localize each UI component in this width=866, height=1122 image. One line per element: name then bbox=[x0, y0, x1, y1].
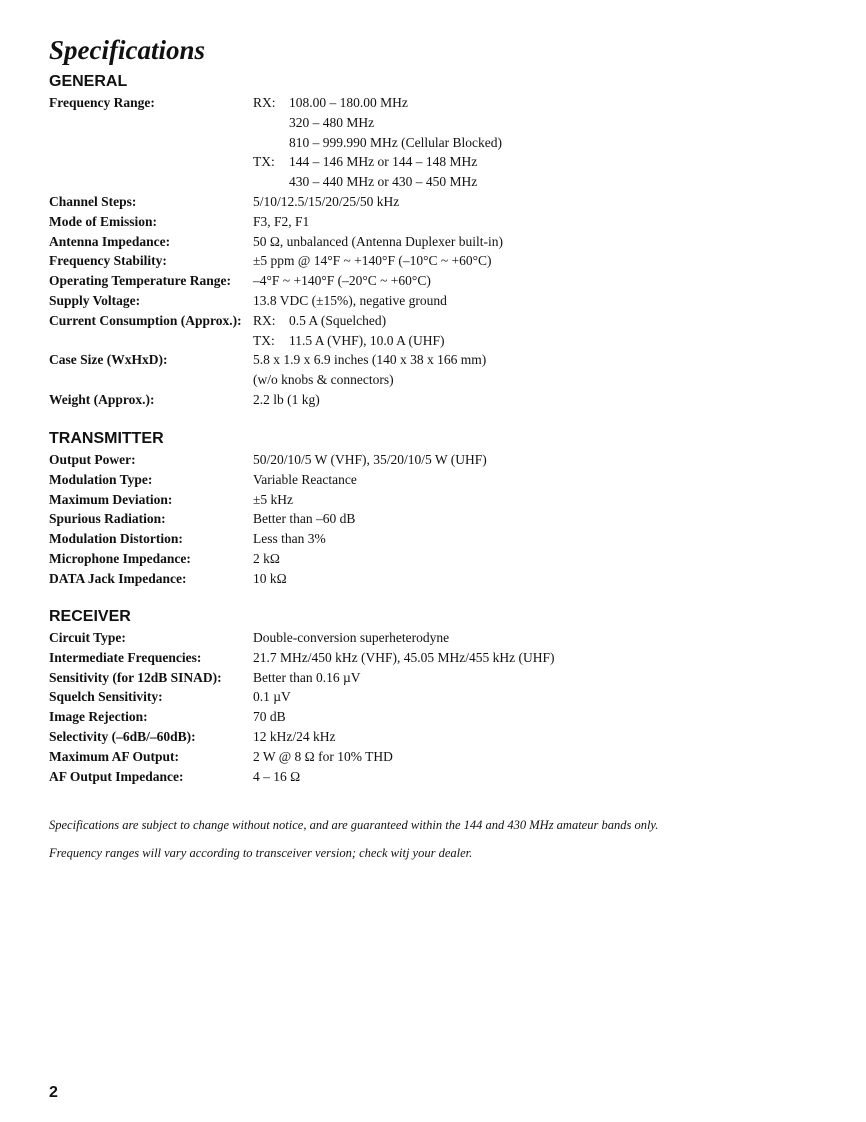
spec-label: Current Consumption (Approx.): bbox=[49, 312, 242, 328]
spec-value bbox=[253, 470, 809, 490]
spec-value-line bbox=[253, 172, 809, 192]
spec-label: Operating Temperature Range: bbox=[49, 273, 231, 289]
spec-row bbox=[49, 470, 809, 490]
spec-label: Intermediate Frequencies: bbox=[49, 649, 202, 665]
spec-value-text: 2 W @ 8 Ω for 10% THD bbox=[253, 748, 393, 764]
spec-value-text: 2 kΩ bbox=[253, 550, 280, 566]
transmitter-section bbox=[49, 429, 809, 589]
spec-row bbox=[49, 707, 809, 727]
spec-value-line bbox=[253, 370, 809, 390]
footnote-frequency-ranges: Frequency ranges will vary according to transceiver version; check witj your dealer. bbox=[49, 846, 473, 860]
spec-label: Squelch Sensitivity: bbox=[49, 689, 163, 705]
spec-row bbox=[49, 509, 809, 529]
spec-value-prefix: RX: bbox=[253, 95, 276, 110]
spec-value-line bbox=[253, 212, 809, 232]
spec-value-prefix: TX: bbox=[253, 332, 275, 348]
spec-value bbox=[253, 212, 809, 232]
spec-value-line bbox=[253, 648, 809, 668]
spec-value-prefix: RX: bbox=[253, 312, 276, 328]
spec-label: Maximum AF Output: bbox=[49, 748, 180, 764]
spec-row bbox=[49, 271, 809, 291]
spec-value-line bbox=[253, 727, 809, 747]
spec-row bbox=[49, 687, 809, 707]
spec-label: Spurious Radiation: bbox=[49, 511, 166, 527]
spec-value-line bbox=[253, 232, 809, 252]
spec-label: Antenna Impedance: bbox=[49, 233, 171, 249]
spec-value-text: ±5 kHz bbox=[253, 491, 294, 507]
section-heading: GENERAL bbox=[49, 73, 128, 90]
spec-label: Weight (Approx.): bbox=[49, 391, 155, 407]
spec-value bbox=[253, 390, 809, 410]
spec-value-text: 12 kHz/24 kHz bbox=[253, 728, 336, 744]
spec-row bbox=[49, 490, 809, 510]
spec-value-text: 21.7 MHz/450 kHz (VHF), 45.05 MHz/455 kHz (UHF) bbox=[253, 649, 555, 665]
spec-value-text: 144 – 146 MHz or 144 – 148 MHz bbox=[289, 154, 478, 170]
spec-label: DATA Jack Impedance: bbox=[49, 570, 187, 586]
spec-value-line bbox=[253, 133, 809, 153]
spec-value-text: 108.00 – 180.00 MHz bbox=[289, 95, 408, 110]
spec-label: Frequency Stability: bbox=[49, 253, 167, 269]
receiver-section bbox=[49, 607, 809, 786]
spec-value-text: 0.5 A (Squelched) bbox=[289, 312, 387, 328]
spec-value-text: 10 kΩ bbox=[253, 570, 287, 586]
spec-value-text: 0.1 µV bbox=[253, 689, 291, 705]
spec-value-text: 13.8 VDC (±15%), negative ground bbox=[253, 292, 447, 308]
page-number: 2 bbox=[49, 1084, 58, 1101]
general-section bbox=[49, 72, 809, 410]
spec-value-line bbox=[253, 390, 809, 410]
spec-value-text: Variable Reactance bbox=[253, 471, 357, 487]
spec-value-line bbox=[253, 490, 809, 510]
spec-value-line bbox=[253, 192, 809, 212]
spec-value-line bbox=[253, 549, 809, 569]
spec-value bbox=[253, 569, 809, 589]
spec-value-line bbox=[253, 251, 809, 271]
spec-value-text: 11.5 A (VHF), 10.0 A (UHF) bbox=[289, 332, 445, 348]
spec-value bbox=[253, 271, 809, 291]
spec-value bbox=[253, 93, 809, 192]
spec-value-text: F3, F2, F1 bbox=[253, 213, 310, 229]
spec-row bbox=[49, 93, 809, 192]
spec-value-line bbox=[253, 291, 809, 311]
spec-row bbox=[49, 628, 809, 648]
spec-value-prefix: TX: bbox=[253, 154, 275, 170]
spec-value-line bbox=[253, 470, 809, 490]
spec-value-text: Better than 0.16 µV bbox=[253, 669, 361, 685]
spec-row bbox=[49, 569, 809, 589]
spec-value-line bbox=[253, 668, 809, 688]
spec-row bbox=[49, 390, 809, 410]
spec-value bbox=[253, 648, 809, 668]
spec-value-text: 50 Ω, unbalanced (Antenna Duplexer built-in) bbox=[253, 233, 503, 249]
spec-value bbox=[253, 450, 809, 470]
spec-row bbox=[49, 311, 809, 351]
spec-value bbox=[253, 311, 809, 351]
spec-label: Output Power: bbox=[49, 452, 136, 467]
spec-value bbox=[253, 192, 809, 212]
spec-label: Channel Steps: bbox=[49, 193, 137, 209]
spec-row bbox=[49, 668, 809, 688]
spec-value-line bbox=[253, 687, 809, 707]
spec-value bbox=[253, 529, 809, 549]
spec-value-prefix bbox=[253, 113, 289, 133]
spec-row bbox=[49, 251, 809, 271]
spec-value bbox=[253, 549, 809, 569]
spec-value-text: 2.2 lb (1 kg) bbox=[253, 391, 320, 407]
spec-value-text: 430 – 440 MHz or 430 – 450 MHz bbox=[289, 174, 478, 190]
spec-label: Modulation Distortion: bbox=[49, 531, 183, 547]
spec-value-line bbox=[253, 747, 809, 767]
spec-label: Image Rejection: bbox=[49, 709, 148, 725]
spec-value-line bbox=[253, 311, 809, 331]
spec-value-line bbox=[253, 707, 809, 727]
spec-value bbox=[253, 490, 809, 510]
spec-value-prefix bbox=[253, 172, 289, 192]
spec-value-line bbox=[253, 529, 809, 549]
spec-value bbox=[253, 727, 809, 747]
spec-value-line bbox=[253, 331, 809, 351]
spec-row bbox=[49, 648, 809, 668]
spec-value-text: Double-conversion superheterodyne bbox=[253, 630, 450, 645]
spec-row bbox=[49, 212, 809, 232]
spec-row bbox=[49, 192, 809, 212]
page-title: Specifications bbox=[49, 35, 205, 65]
spec-value bbox=[253, 251, 809, 271]
spec-value-text: 810 – 999.990 MHz (Cellular Blocked) bbox=[289, 134, 502, 150]
spec-value-line bbox=[253, 767, 809, 787]
spec-row bbox=[49, 232, 809, 252]
spec-value bbox=[253, 291, 809, 311]
spec-label: Microphone Impedance: bbox=[49, 550, 191, 566]
spec-value-text: 4 – 16 Ω bbox=[253, 768, 301, 784]
spec-value-line bbox=[253, 152, 809, 172]
spec-value-text: 320 – 480 MHz bbox=[289, 114, 375, 130]
spec-value-line bbox=[253, 628, 809, 648]
section-heading: TRANSMITTER bbox=[49, 430, 164, 447]
spec-row bbox=[49, 747, 809, 767]
spec-value-prefix bbox=[253, 133, 289, 153]
spec-value-text: Less than 3% bbox=[253, 531, 326, 547]
spec-value-line bbox=[253, 93, 809, 113]
spec-value-text: (w/o knobs & connectors) bbox=[253, 372, 394, 388]
spec-row bbox=[49, 450, 809, 470]
spec-value-text: –4°F ~ +140°F (–20°C ~ +60°C) bbox=[253, 273, 431, 289]
spec-value-line bbox=[253, 350, 809, 370]
spec-value bbox=[253, 747, 809, 767]
spec-value-line bbox=[253, 450, 809, 470]
spec-row bbox=[49, 549, 809, 569]
spec-row bbox=[49, 529, 809, 549]
spec-value bbox=[253, 232, 809, 252]
spec-value-text: ±5 ppm @ 14°F ~ +140°F (–10°C ~ +60°C) bbox=[253, 253, 492, 269]
spec-value bbox=[253, 350, 809, 390]
spec-value-text: 5/10/12.5/15/20/25/50 kHz bbox=[253, 193, 400, 209]
spec-label: Selectivity (–6dB/–60dB): bbox=[49, 728, 196, 744]
spec-row bbox=[49, 767, 809, 787]
spec-label: Sensitivity (for 12dB SINAD): bbox=[49, 669, 222, 685]
spec-label: AF Output Impedance: bbox=[49, 768, 184, 784]
spec-label: Supply Voltage: bbox=[49, 292, 141, 308]
spec-label: Case Size (WxHxD): bbox=[49, 352, 168, 368]
spec-label: Mode of Emission: bbox=[49, 213, 157, 229]
spec-label: Modulation Type: bbox=[49, 471, 153, 487]
section-heading: RECEIVER bbox=[49, 608, 131, 625]
spec-value-line bbox=[253, 113, 809, 133]
spec-value-text: 70 dB bbox=[253, 709, 286, 725]
spec-value-line bbox=[253, 569, 809, 589]
spec-value bbox=[253, 509, 809, 529]
spec-label: Circuit Type: bbox=[49, 630, 126, 645]
spec-label: Frequency Range: bbox=[49, 95, 155, 110]
spec-value bbox=[253, 707, 809, 727]
spec-value-text: 50/20/10/5 W (VHF), 35/20/10/5 W (UHF) bbox=[253, 452, 487, 467]
spec-value bbox=[253, 687, 809, 707]
footnote-specifications-notice: Specifications are subject to change without notice, and are guaranteed within the 144 and 430 MHz amateur bands only. bbox=[49, 818, 659, 832]
spec-value bbox=[253, 628, 809, 648]
spec-row bbox=[49, 291, 809, 311]
spec-value-text: 5.8 x 1.9 x 6.9 inches (140 x 38 x 166 mm) bbox=[253, 352, 487, 368]
spec-label: Maximum Deviation: bbox=[49, 491, 173, 507]
spec-value-line bbox=[253, 271, 809, 291]
spec-value-line bbox=[253, 509, 809, 529]
spec-row bbox=[49, 350, 809, 390]
spec-row bbox=[49, 727, 809, 747]
spec-value-text: Better than –60 dB bbox=[253, 511, 356, 527]
spec-value bbox=[253, 668, 809, 688]
spec-value bbox=[253, 767, 809, 787]
